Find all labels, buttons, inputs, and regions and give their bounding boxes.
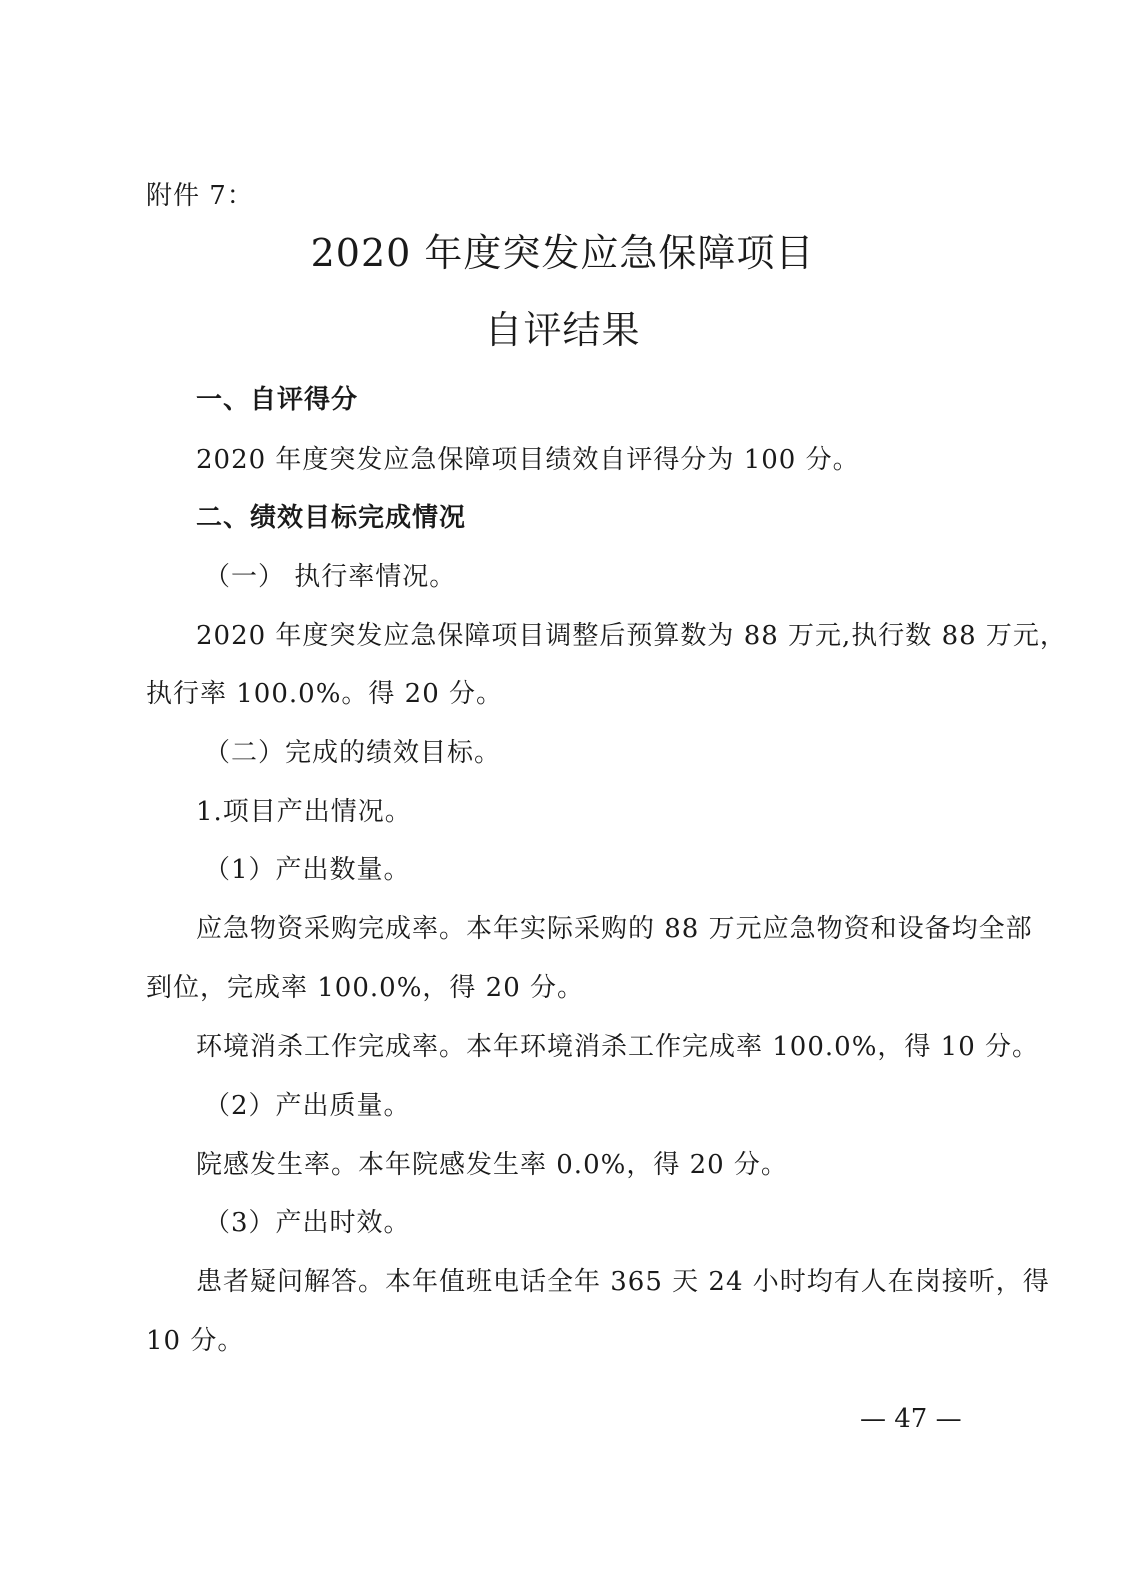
section-heading-self-score: 一、自评得分 [196, 385, 359, 415]
document-title-line-2: 自评结果 [484, 308, 641, 352]
subitem-output-quality: （2）产出质量。 [204, 1091, 411, 1121]
paragraph-patient-questions-line-2: 10 分。 [146, 1326, 245, 1356]
subitem-output-timeliness: （3）产出时效。 [204, 1208, 411, 1238]
attachment-label: 附件 7： [146, 181, 254, 211]
paragraph-execution-line-2: 执行率 100.0%。得 20 分。 [146, 679, 504, 709]
paragraph-procurement-line-2: 到位，完成率 100.0%，得 20 分。 [146, 973, 585, 1003]
paragraph-patient-questions-line-1: 患者疑问解答。本年值班电话全年 365 天 24 小时均有人在岗接听，得 [196, 1267, 1050, 1297]
page-number: — 47 — [860, 1404, 962, 1434]
section-heading-performance: 二、绩效目标完成情况 [196, 503, 467, 533]
item-project-output: 1.项目产出情况。 [196, 797, 412, 827]
paragraph-procurement-line-1: 应急物资采购完成率。本年实际采购的 88 万元应急物资和设备均全部 [196, 914, 1033, 944]
subitem-output-quantity: （1）产出数量。 [204, 855, 411, 885]
paragraph-infection-rate: 院感发生率。本年院感发生率 0.0%，得 20 分。 [196, 1150, 788, 1180]
subheading-execution-rate: （一） 执行率情况。 [204, 562, 457, 592]
subheading-completed-goals: （二）完成的绩效目标。 [204, 738, 502, 768]
paragraph-disinfection: 环境消杀工作完成率。本年环境消杀工作完成率 100.0%，得 10 分。 [196, 1032, 1040, 1062]
paragraph-execution-line-1: 2020 年度突发应急保障项目调整后预算数为 88 万元,执行数 88 万元， [196, 621, 1067, 651]
paragraph-self-score: 2020 年度突发应急保障项目绩效自评得分为 100 分。 [196, 445, 860, 475]
document-title-line-1: 2020 年度突发应急保障项目 [310, 231, 815, 275]
